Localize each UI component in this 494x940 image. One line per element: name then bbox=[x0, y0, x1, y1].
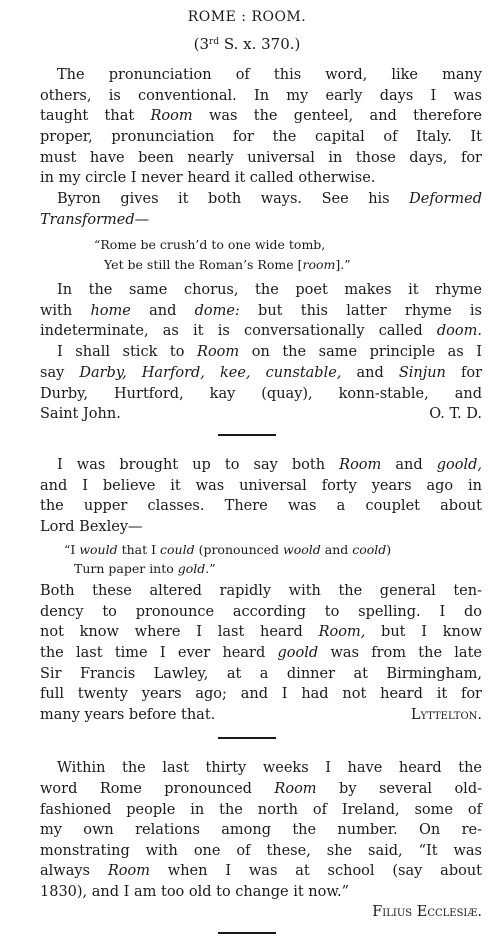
section-divider bbox=[218, 737, 276, 739]
section-divider bbox=[218, 932, 276, 934]
paragraph-line: with home and dome: but this latter rhyme is bbox=[40, 303, 482, 319]
paragraph-line: The pronunciation of this word, like many bbox=[57, 67, 482, 83]
section-divider bbox=[218, 434, 276, 436]
paragraph-line: Saint John. bbox=[40, 406, 121, 422]
paragraph-line: in my circle I never heard it called otherwise. bbox=[40, 170, 376, 186]
verse-line: “I would that I could (pronounced woold and coold) bbox=[64, 542, 392, 557]
paragraph-line: word Rome pronounced Room by several old- bbox=[40, 781, 482, 797]
signature: Lyttelton. bbox=[410, 707, 482, 723]
paragraph-line: monstrating with one of these, she said, “It was bbox=[40, 843, 482, 859]
paragraph-line: say Darby, Harford, kee, cunstable, and Sinjun for bbox=[40, 365, 482, 381]
verse-line: “Rome be crush’d to one wide tomb, bbox=[94, 237, 326, 252]
paragraph-line: the upper classes. There was a couplet about bbox=[40, 498, 482, 514]
signature: O. T. D. bbox=[429, 406, 482, 422]
paragraph-line: Within the last thirty weeks I have heard the bbox=[57, 760, 482, 776]
signature: Filius Ecclesiæ. bbox=[372, 904, 482, 920]
paragraph-line: Both these altered rapidly with the general ten- bbox=[40, 583, 482, 599]
paragraph-line: many years before that. bbox=[40, 707, 216, 723]
paragraph-line: always Room when I was at school (say about bbox=[40, 863, 482, 879]
article-reference: (3rd S. x. 370.) bbox=[193, 35, 301, 53]
paragraph-line: my own relations among the number. On re- bbox=[40, 822, 482, 838]
paragraph-line: others, is conventional. In my early days I was bbox=[40, 88, 482, 104]
paragraph-line: must have been nearly universal in those days, for bbox=[40, 150, 482, 166]
paragraph-line: dency to pronounce according to spelling. I do bbox=[40, 604, 482, 620]
paragraph-line: In the same chorus, the poet makes it rhyme bbox=[57, 282, 482, 298]
paragraph-line: and I believe it was universal forty years ago in bbox=[40, 478, 482, 494]
paragraph-line: full twenty years ago; and I had not heard it for bbox=[40, 686, 482, 702]
paragraph-line: I shall stick to Room on the same principle as I bbox=[57, 344, 483, 360]
article-title: ROME : ROOM. bbox=[187, 9, 307, 25]
paragraph-line: not know where I last heard Room, but I know bbox=[40, 624, 482, 640]
paragraph-line: Durby, Hurtford, kay (quay), konn-stable, and bbox=[40, 386, 482, 402]
verse-line: Yet be still the Roman’s Rome [room].” bbox=[104, 257, 351, 272]
paragraph-line: Sir Francis Lawley, at a dinner at Birmingham, bbox=[40, 666, 482, 682]
paragraph-line: Lord Bexley— bbox=[40, 519, 143, 535]
paragraph-line: 1830), and I am too old to change it now.” bbox=[40, 884, 350, 900]
verse-line: Turn paper into gold.” bbox=[74, 561, 216, 576]
paragraph-line: I was brought up to say both Room and goold, bbox=[57, 457, 483, 473]
paragraph-line: fashioned people in the north of Ireland, some of bbox=[40, 802, 482, 818]
paragraph-line: the last time I ever heard goold was from the late bbox=[40, 645, 482, 661]
paragraph-line: taught that Room was the genteel, and therefore bbox=[40, 108, 482, 124]
paragraph-line: proper, pronunciation for the capital of Italy. It bbox=[40, 129, 482, 145]
paragraph-line: Byron gives it both ways. See his Deformed bbox=[57, 191, 482, 207]
paragraph-line: indeterminate, as it is conversationally called doom. bbox=[40, 323, 482, 339]
paragraph-line: Transformed— bbox=[40, 212, 150, 228]
